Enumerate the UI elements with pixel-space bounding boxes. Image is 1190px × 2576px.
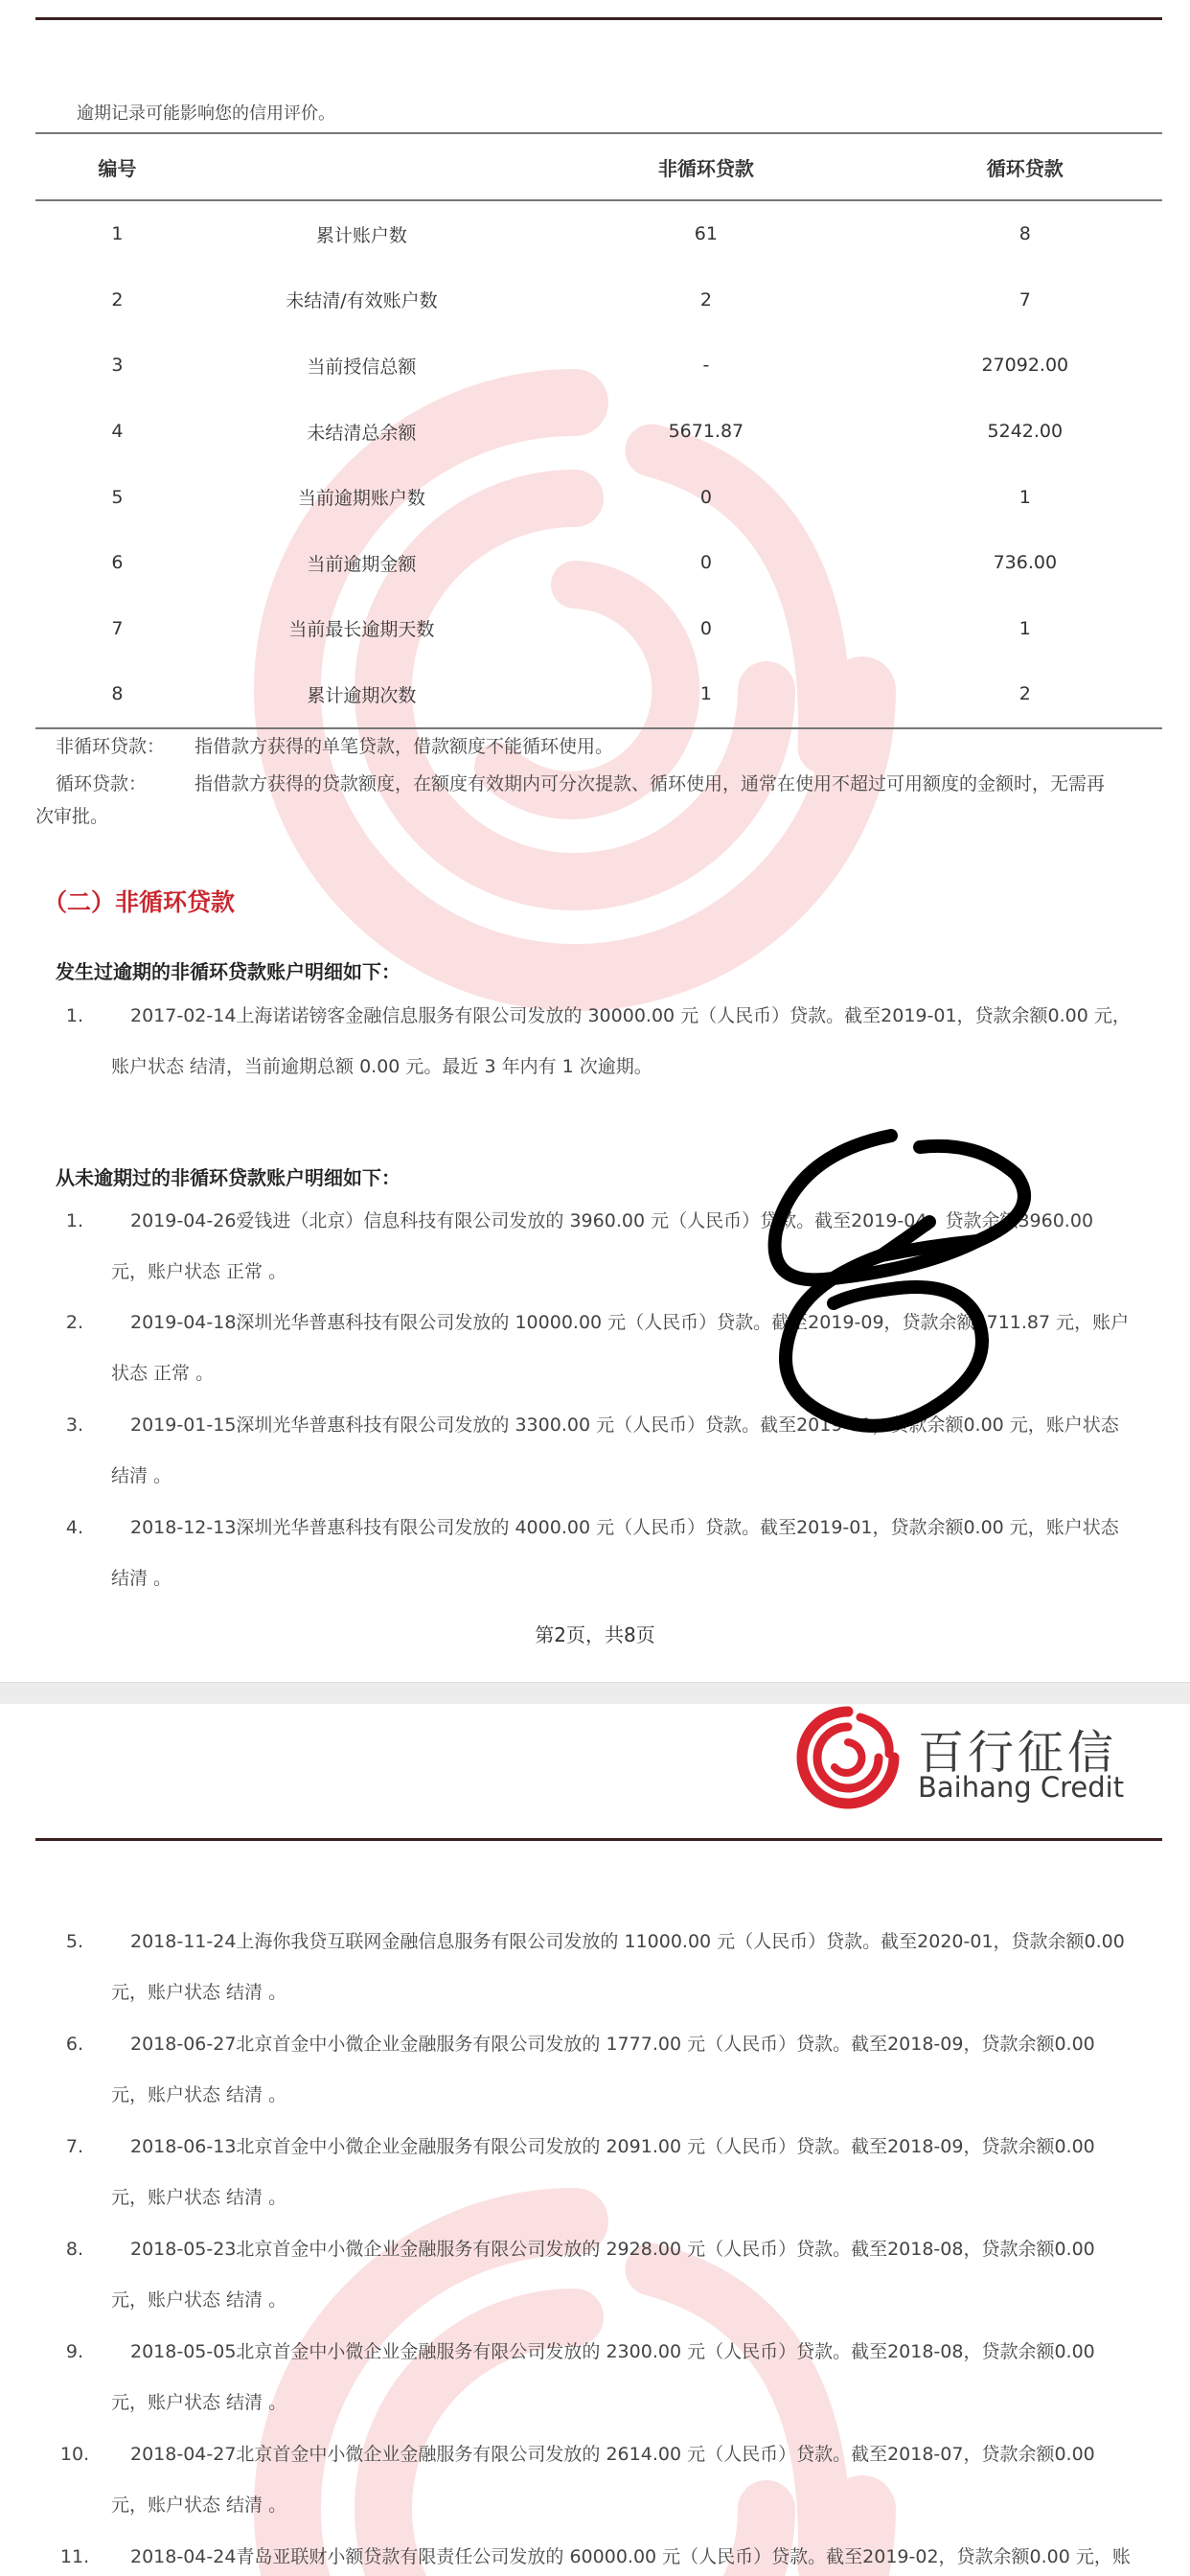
list-item: [56, 1196, 1157, 1298]
header-rule: [35, 1838, 1162, 1841]
item-text: 2018-06-27北京首金中小微企业金融服务有限公司发放的 1777.00 元（人民币）贷款。截至2018-09，贷款余额0.00: [130, 2034, 1095, 2055]
definition-term: 循环贷款：: [56, 773, 148, 794]
item-number: 1.: [65, 1210, 84, 1231]
revolving-value: 27092.00: [981, 355, 1069, 377]
item-text: 2018-12-13深圳光华普惠科技有限公司发放的 4000.00 元（人民币）贷款。截至2019-01，贷款余额0.00 元，账户状态: [130, 1517, 1119, 1538]
item-text-cont: 元，账户状态 结清 。: [111, 1982, 287, 2003]
item-text-cont: 元，账户状态 结清 。: [111, 2289, 287, 2311]
clean-accounts-heading: 从未逾期过的非循环贷款账户明细如下：: [56, 1166, 400, 1189]
item-text-cont: 元，账户状态 结清 。: [111, 2187, 287, 2208]
report-page-3: [0, 1704, 1190, 2576]
definition-revolving: [35, 768, 1157, 833]
logo-chinese-name: 百行征信: [918, 1726, 1118, 1780]
list-item: [56, 2327, 1157, 2428]
item-number: 10.: [59, 2444, 90, 2465]
table-row: [35, 267, 1162, 334]
item-number: 3.: [65, 1414, 84, 1436]
item-number: 5.: [65, 1931, 84, 1952]
revolving-value: 1: [1018, 617, 1031, 639]
section-title: （二）非循环贷款: [43, 888, 236, 916]
row-number: 1: [111, 223, 124, 245]
table-row: [35, 200, 1162, 267]
list-item: [56, 2122, 1157, 2223]
item-text-cont: 元，账户状态 结清 。: [111, 2495, 287, 2516]
non-revolving-value: 0: [699, 617, 712, 639]
list-item: [56, 1298, 1157, 1399]
list-item: [56, 1400, 1157, 1502]
item-text: 2019-04-26爱钱进（北京）信息科技有限公司发放的 3960.00 元（人民币）贷款。截至2019-04，贷款余额3960.00: [130, 1210, 1094, 1231]
list-item: [56, 2224, 1157, 2326]
row-label: 累计逾期次数: [307, 684, 417, 706]
brand-logo: [791, 1704, 1136, 1811]
row-label: 累计账户数: [315, 224, 407, 246]
row-label: 当前授信总额: [307, 356, 417, 378]
item-number: 9.: [65, 2341, 84, 2362]
revolving-value: 736.00: [993, 552, 1058, 574]
table-row: [35, 661, 1162, 728]
row-label: 未结清总余额: [307, 422, 417, 444]
item-text: 2018-04-24青岛亚联财小额贷款有限责任公司发放的 60000.00 元（人民币）贷款。截至2019-02，贷款余额0.00 元，账: [130, 2546, 1131, 2567]
item-text: 2018-04-27北京首金中小微企业金融服务有限公司发放的 2614.00 元（人民币）贷款。截至2018-07，贷款余额0.00: [130, 2444, 1095, 2465]
revolving-value: 5242.00: [987, 421, 1064, 443]
non-revolving-value: 61: [694, 223, 718, 245]
definition-text-cont: 次审批。: [35, 806, 109, 827]
header-revolving: 循环贷款: [888, 133, 1162, 200]
revolving-value: 2: [1018, 683, 1031, 705]
item-text-cont: 元，账户状态 结清 。: [111, 2392, 287, 2413]
non-revolving-value: 2: [699, 288, 712, 310]
item-text-cont: 结清 。: [111, 1568, 172, 1589]
definition-non-revolving: [56, 730, 1157, 763]
item-text-cont: 元，账户状态 正常 。: [111, 1261, 287, 1282]
definition-term: 非循环贷款：: [56, 736, 166, 757]
item-text: 2019-04-18深圳光华普惠科技有限公司发放的 10000.00 元（人民币）贷款。截至2019-09，贷款余额1711.87 元，账户: [130, 1312, 1130, 1333]
list-item: [56, 2429, 1157, 2531]
revolving-value: 1: [1018, 486, 1031, 508]
row-number: 2: [111, 288, 124, 310]
item-number: 1.: [65, 1005, 84, 1026]
non-revolving-value: 0: [699, 486, 712, 508]
overdue-accounts-heading: 发生过逾期的非循环贷款账户明细如下：: [56, 960, 400, 983]
list-item: [56, 2532, 1157, 2576]
definition-text: 指借款方获得的贷款额度，在额度有效期内可分次提款、循环使用，通常在使用不超过可用额度的金额时，无需再: [195, 773, 1106, 794]
row-label: 未结清/有效账户数: [286, 290, 438, 312]
item-text: 2019-01-15深圳光华普惠科技有限公司发放的 3300.00 元（人民币）贷款。截至2019-01，贷款余额0.00 元，账户状态: [130, 1414, 1119, 1436]
row-number: 4: [111, 421, 124, 443]
row-number: 7: [111, 617, 124, 639]
item-text-cont: 元，账户状态 结清 。: [111, 2084, 287, 2105]
item-number: 11.: [59, 2546, 90, 2567]
baihang-logo-icon: [791, 1704, 904, 1811]
row-number: 8: [111, 683, 124, 705]
header-non-revolving: 非循环贷款: [524, 133, 887, 200]
table-row: [35, 399, 1162, 465]
summary-table: [35, 132, 1162, 729]
item-text: 2018-05-05北京首金中小微企业金融服务有限公司发放的 2300.00 元（人民币）贷款。截至2018-08，贷款余额0.00: [130, 2341, 1095, 2362]
list-item: [56, 2019, 1157, 2121]
item-number: 4.: [65, 1517, 84, 1538]
item-number: 7.: [65, 2136, 84, 2157]
item-number: 2.: [65, 1312, 84, 1333]
header-number: 编号: [35, 133, 199, 200]
non-revolving-value: -: [702, 355, 710, 377]
header-rule: [35, 17, 1162, 20]
item-text: 2018-11-24上海你我贷互联网金融信息服务有限公司发放的 11000.00 元（人民币）贷款。截至2020-01，贷款余额0.00: [130, 1931, 1125, 1952]
table-row: [35, 596, 1162, 662]
revolving-value: 8: [1018, 223, 1031, 245]
item-text-cont: 状态 正常 。: [111, 1363, 215, 1384]
row-label: 当前逾期账户数: [297, 488, 425, 510]
row-number: 6: [111, 552, 124, 574]
list-item: [56, 1503, 1157, 1604]
non-revolving-value: 0: [699, 552, 712, 574]
row-number: 5: [111, 486, 124, 508]
item-text: 2018-05-23北京首金中小微企业金融服务有限公司发放的 2928.00 元（人民币）贷款。截至2018-08，贷款余额0.00: [130, 2239, 1095, 2260]
table-row: [35, 333, 1162, 399]
item-number: 8.: [65, 2239, 84, 2260]
list-item: [56, 1917, 1157, 2018]
table-row: [35, 530, 1162, 596]
list-item: [56, 991, 1157, 1092]
item-text: 2017-02-14上海诺诺镑客金融信息服务有限公司发放的 30000.00 元（人民币）贷款。截至2019-01，贷款余额0.00 元，: [130, 1005, 1131, 1026]
row-number: 3: [111, 355, 124, 377]
item-text-cont: 账户状态 结清，当前逾期总额 0.00 元。最近 3 年内有 1 次逾期。: [111, 1056, 652, 1077]
row-label: 当前最长逾期天数: [288, 619, 435, 641]
revolving-value: 7: [1018, 288, 1031, 310]
non-revolving-value: 5671.87: [668, 421, 744, 443]
table-header-row: [35, 133, 1162, 200]
definition-text: 指借款方获得的单笔贷款，借款额度不能循环使用。: [195, 736, 614, 757]
row-label: 当前逾期金额: [307, 553, 417, 575]
header-item: [199, 133, 524, 200]
non-revolving-value: 1: [699, 683, 712, 705]
page-number: 第2页，共8页: [535, 1623, 655, 1646]
logo-english-name: Baihang Credit: [918, 1771, 1125, 1804]
table-row: [35, 464, 1162, 530]
overdue-notice: 逾期记录可能影响您的信用评价。: [77, 104, 335, 124]
item-text-cont: 结清 。: [111, 1465, 172, 1486]
page-separator: [0, 1682, 1190, 1706]
item-text: 2018-06-13北京首金中小微企业金融服务有限公司发放的 2091.00 元（人民币）贷款。截至2018-09，贷款余额0.00: [130, 2136, 1095, 2157]
item-number: 6.: [65, 2034, 84, 2055]
